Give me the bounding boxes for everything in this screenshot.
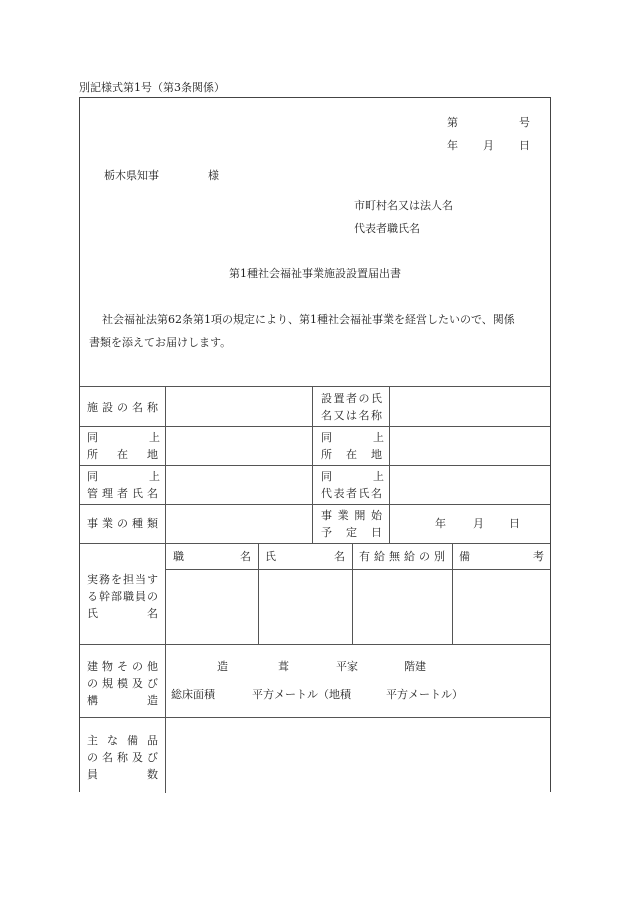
table-line [312,386,313,543]
table-line [80,465,550,466]
equip-label-1: 主な備品 [87,734,158,747]
hiraya-label: 平家 [336,660,358,673]
start-nen: 年 [435,517,446,530]
zou-label: 造 [217,660,228,673]
table-line [352,543,353,644]
start-label-2: 予 定 日 [321,526,382,539]
table-line [80,717,550,718]
same-above-b: 上 [373,431,384,444]
sama-label: 様 [208,169,219,182]
nichi-label: 日 [519,139,530,152]
building-label-1: 建物その他 [87,660,158,673]
col-remarks-header: 備 考 [459,550,544,563]
total-floor-label: 総床面積 [171,688,215,701]
table-line [165,386,166,793]
start-nichi: 日 [509,517,520,530]
body-line-1: 社会福祉法第62条第1項の規定により、第1種社会福祉事業を経営したいので、関係 [102,313,515,326]
founder-label-2: 名又は名称 [321,409,382,422]
table-line [80,386,550,387]
staff-label-2: る幹部職員の [87,590,158,603]
building-label-2: の規模及び [87,677,158,690]
form-label: 別記様式第1号（第3条関係） [79,81,225,94]
body-line-2: 書類を添えてお届けします。 [89,336,232,349]
document-title: 第1種社会福祉事業施設設置届出書 [229,267,401,280]
nen-label: 年 [447,139,458,152]
table-line [165,569,550,570]
table-line [80,543,550,544]
founder-label-1: 設置者の氏 [321,392,382,405]
equip-label-3: 員 数 [87,768,158,781]
rep-name-label: 代表者氏名 [321,487,382,500]
same-above-b: 上 [149,470,160,483]
table-line [258,543,259,644]
gatsu-label: 月 [483,139,494,152]
manager-label: 管理者氏名 [87,487,158,500]
kaidate-label: 階建 [404,660,426,673]
same-above-a: 同 [87,431,98,444]
business-type-label: 事 業 の 種 類 [87,517,158,530]
table-line [389,386,390,543]
same-above-a: 同 [321,431,332,444]
same-above-a: 同 [321,470,332,483]
building-label-3: 構 造 [87,694,158,707]
table-line [452,543,453,644]
same-above-b: 上 [373,470,384,483]
addressee: 栃木県知事 [104,169,159,182]
sqm-site-label: 平方メートル（地積 [252,688,351,701]
table-line [80,504,550,505]
col-paid-header: 有給無給の別 [359,550,445,563]
location-label: 所 在 地 [87,448,158,461]
staff-label-1: 実務を担当す [87,573,158,586]
dai-label: 第 [447,116,458,129]
same-above-b: 上 [149,431,160,444]
buki-label: 葺 [278,660,289,673]
applicant-org: 市町村名又は法人名 [354,199,453,212]
go-label: 号 [519,116,530,129]
col-title-header: 職 名 [173,550,251,563]
sqm-close-label: 平方メートル） [386,688,463,701]
equip-label-2: の名称及び [87,751,158,764]
start-gatsu: 月 [473,517,484,530]
form-box [79,97,551,792]
start-label-1: 事 業 開 始 [321,509,382,522]
same-above-a: 同 [87,470,98,483]
applicant-rep: 代表者職氏名 [354,222,420,235]
table-line [80,426,550,427]
staff-label-3: 氏 名 [87,607,158,620]
facility-name-label: 施 設 の 名 称 [87,401,158,414]
location-label: 所 在 地 [321,448,382,461]
col-name-header: 氏 名 [265,550,345,563]
table-line [80,644,550,645]
